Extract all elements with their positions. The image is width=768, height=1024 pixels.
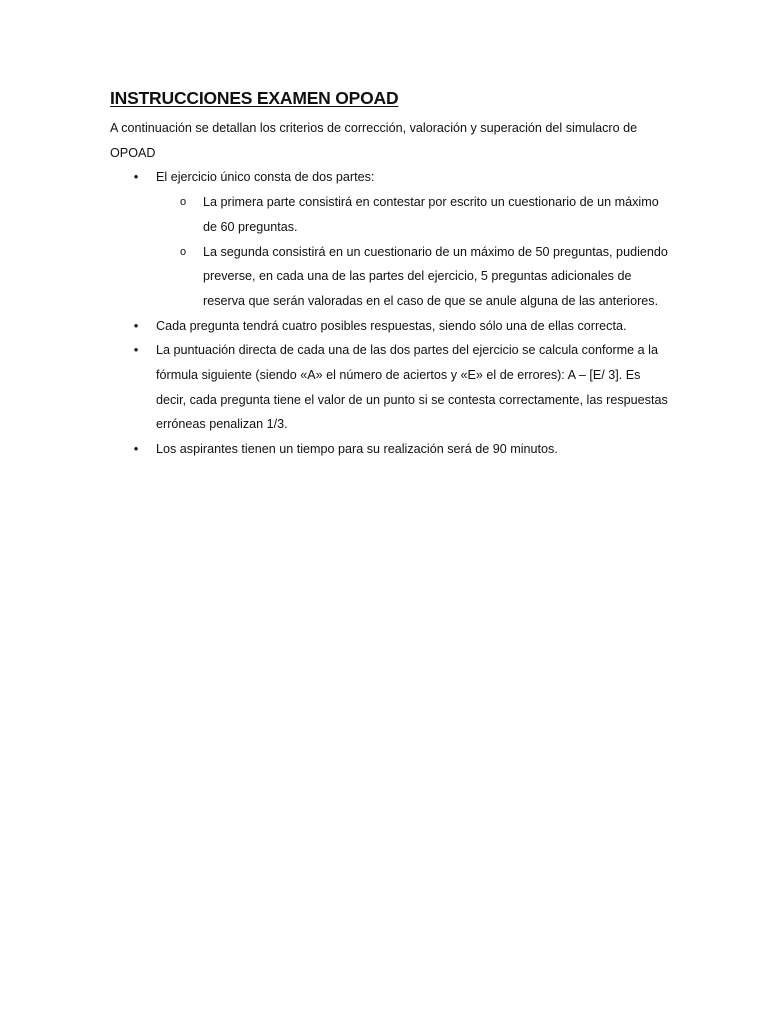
criteria-list [110,165,670,461]
list-item [110,165,670,313]
list-item [110,314,670,339]
document-title: INSTRUCCIONES EXAMEN OPOAD [110,88,399,108]
list-item [110,338,670,437]
document-page [110,86,670,462]
list-item-text: Los aspirantes tienen un tiempo para su realización será de 90 minutos. [156,442,558,457]
sub-list [156,190,670,314]
circle-bullet-icon: o [179,196,187,209]
sub-list-item [156,240,670,314]
intro-paragraph: A continuación se detallan los criterios de corrección, valoración y superación del simulacro de OPOAD [110,121,638,160]
list-item-text: Cada pregunta tendrá cuatro posibles respuestas, siendo sólo una de ellas correcta. [156,318,627,333]
bullet-icon: • [133,169,139,185]
list-item [110,437,670,462]
circle-bullet-icon: o [179,245,187,258]
list-item-text: La puntuación directa de cada una de las dos partes del ejercicio se calcula conforme a la fórmula siguiente (siendo «A» el número de aciertos y «E» el de errores): A – [E/ 3]. Es decir, cada pregunta tiene el valor de un punto si se contesta correctamente, las respuestas erróneas penalizan 1/3. [156,343,668,432]
bullet-icon: • [133,441,139,457]
bullet-icon: • [133,342,139,358]
sub-list-item-text: La segunda consistirá en un cuestionario de un máximo de 50 preguntas, pudiendo preverse, en cada una de las partes del ejercicio, 5 preguntas adicionales de reserva que serán valoradas en el caso de que se anule alguna de las anteriores. [203,244,668,308]
sub-list-item-text: La primera parte consistirá en contestar por escrito un cuestionario de un máximo de 60 preguntas. [203,195,659,234]
list-item-text: El ejercicio único consta de dos partes: [156,170,375,185]
bullet-icon: • [133,317,139,333]
sub-list-item [156,190,670,239]
